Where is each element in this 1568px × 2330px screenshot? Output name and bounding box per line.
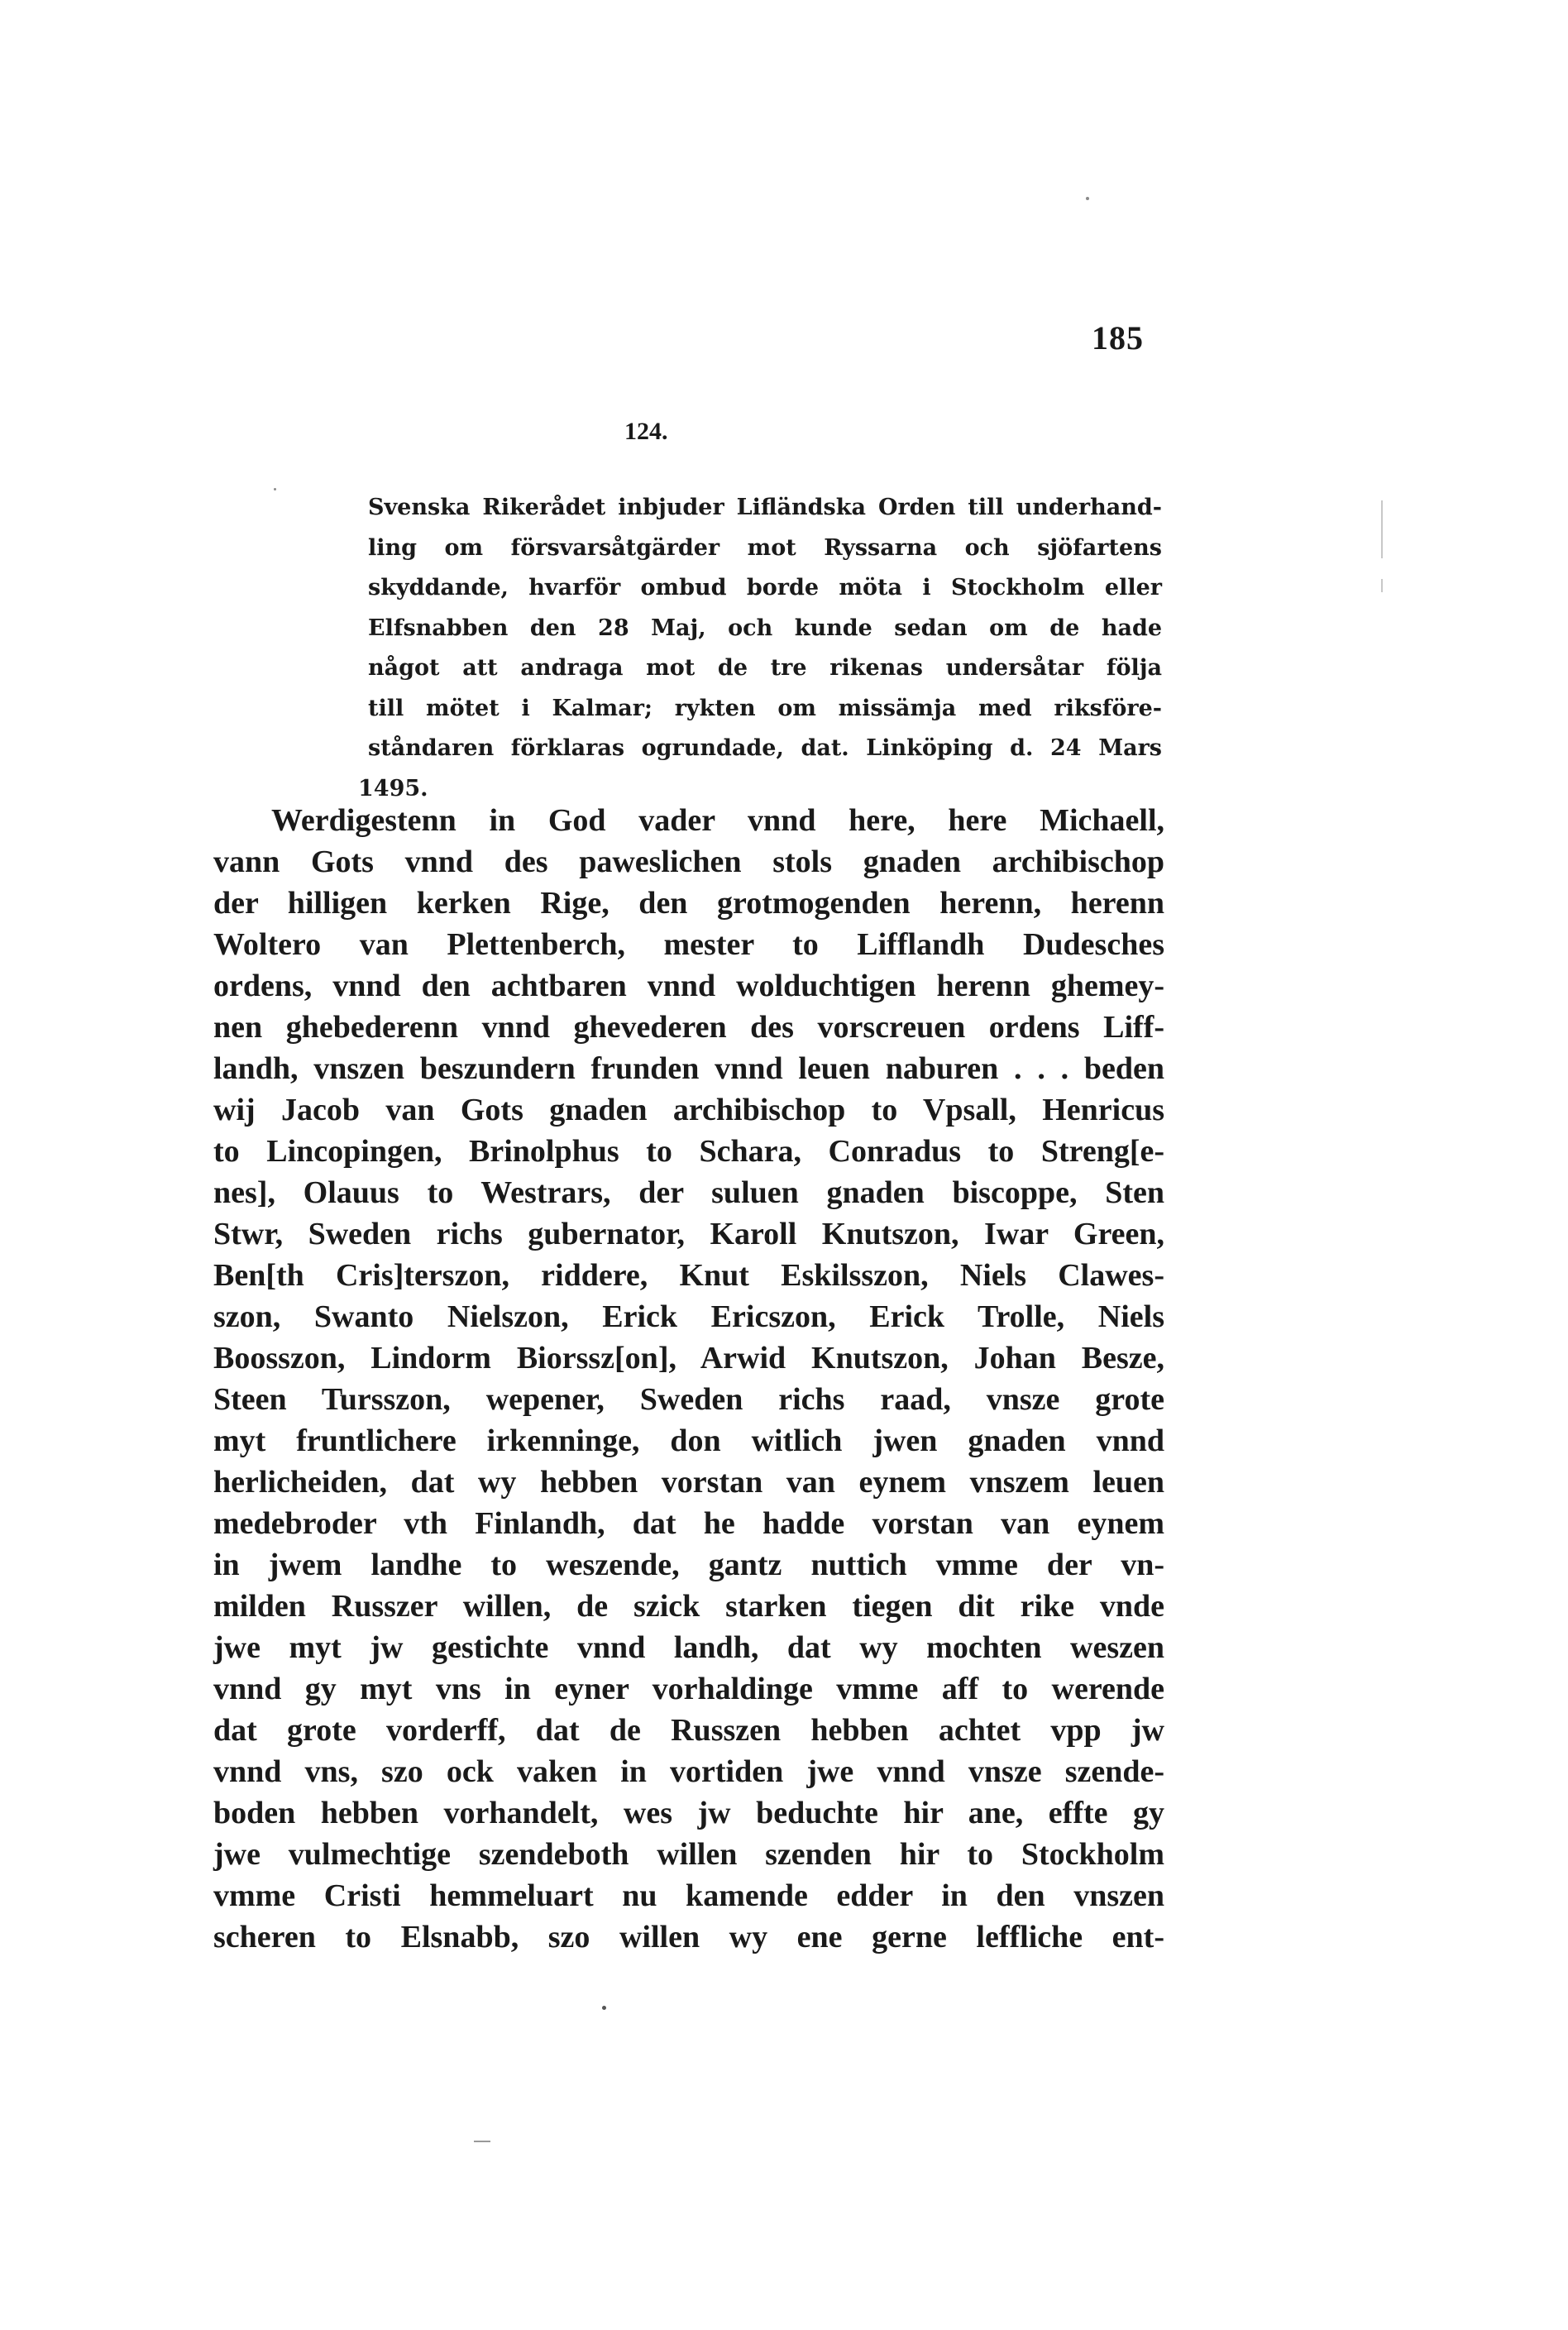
document-number: 124. [624,418,668,445]
body-line: vmme Cristi hemmeluart nu kamende edder in den vnszen [213,1878,1164,1913]
scan-margin-mark [1381,579,1383,592]
body-line: myt fruntlichere irkenninge, don witlich jwen gnaden vnnd [213,1423,1164,1458]
body-line: milden Russzer willen, de szick starken tiegen dit rike vnde [213,1589,1164,1624]
summary-line: till mötet i Kalmar; rykten om missämja med riksföre- [368,695,1162,721]
body-line: Ben[th Cris]terszon, riddere, Knut Eskilsszon, Niels Clawes- [213,1258,1164,1293]
body-line: medebroder vth Finlandh, dat he hadde vorstan van eynem [213,1506,1164,1541]
page-number: 185 [1092,319,1144,356]
summary-line: något att andraga mot de tre rikenas undersåtar följa [368,655,1162,681]
body-line: vnnd vns, szo ock vaken in vortiden jwe vnnd vnsze szende- [213,1754,1164,1789]
summary-line: Svenska Rikerådet inbjuder Lifländska Orden till underhand- [368,495,1162,520]
body-line: jwe vulmechtige szendeboth willen szenden hir to Stockholm [213,1837,1164,1872]
body-line: Werdigestenn in God vader vnnd here, here Michaell, [271,803,1164,838]
summary-line: Elfsnabben den 28 Maj, och kunde sedan om de hade [368,615,1162,641]
body-line: nen ghebederenn vnnd ghevederen des vorscreuen ordens Liff- [213,1010,1164,1045]
body-line: herlicheiden, dat wy hebben vorstan van eynem vnszem leuen [213,1465,1164,1500]
scan-speck [602,2006,606,2010]
body-line: szon, Swanto Nielszon, Erick Ericszon, Erick Trolle, Niels [213,1299,1164,1334]
document-summary [358,488,1162,809]
scan-speck [274,488,276,490]
summary-line: 1495. [358,775,428,801]
body-line: in jwem landhe to weszende, gantz nuttich vmme der vn- [213,1548,1164,1582]
body-line: ordens, vnnd den achtbaren vnnd wolduchtigen herenn ghemey- [213,969,1164,1003]
body-line: Steen Tursszon, wepener, Sweden richs raad, vnsze grote [213,1382,1164,1417]
scan-dash-mark [474,2141,490,2142]
scan-speck [1086,197,1089,200]
letter-body [213,800,1164,1958]
summary-line: ling om försvarsåtgärder mot Ryssarna och sjöfartens [368,534,1162,561]
body-line: Stwr, Sweden richs gubernator, Karoll Knutszon, Iwar Green, [213,1217,1164,1251]
body-line: dat grote vorderff, dat de Russzen hebben achtet vpp jw [213,1713,1164,1748]
scan-margin-mark [1381,500,1383,558]
body-line: vnnd gy myt vns in eyner vorhaldinge vmme aff to werende [213,1672,1164,1706]
summary-line: skyddande, hvarför ombud borde möta i Stockholm eller [368,575,1162,600]
body-line: scheren to Elsnabb, szo willen wy ene gerne leffliche ent- [213,1920,1164,1954]
body-line: wij Jacob van Gots gnaden archibischop to Vpsall, Henricus [213,1093,1164,1127]
body-line: to Lincopingen, Brinolphus to Schara, Conradus to Streng[e- [213,1134,1164,1169]
body-line: jwe myt jw gestichte vnnd landh, dat wy mochten weszen [213,1630,1164,1665]
body-line: nes], Olauus to Westrars, der suluen gnaden biscoppe, Sten [213,1175,1164,1210]
body-line: Boosszon, Lindorm Biorssz[on], Arwid Knutszon, Johan Besze, [213,1341,1164,1376]
body-line: der hilligen kerken Rige, den grotmogenden herenn, herenn [213,886,1164,921]
summary-line: ståndaren förklaras ogrundade, dat. Linköping d. 24 Mars [368,735,1162,761]
body-line: vann Gots vnnd des paweslichen stols gnaden archibischop [213,844,1164,879]
body-line: boden hebben vorhandelt, wes jw beduchte hir ane, effte gy [213,1796,1164,1830]
body-line: landh, vnszen beszundern frunden vnnd leuen naburen . . . beden [213,1051,1164,1086]
body-line: Woltero van Plettenberch, mester to Lifflandh Dudesches [213,927,1164,962]
